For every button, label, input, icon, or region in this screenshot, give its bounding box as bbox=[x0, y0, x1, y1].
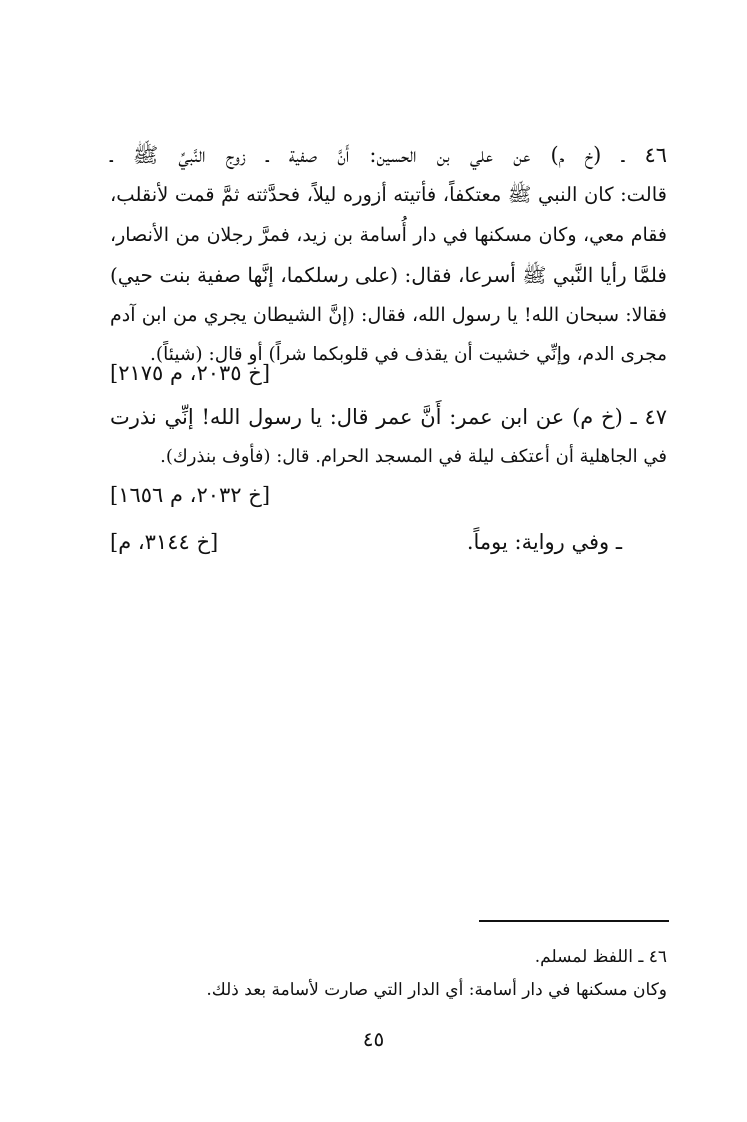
hadith-47-line-2: في الجاهلية أن أعتكف ليلة في المسجد الحرام. قال: (فأوف بنذرك). bbox=[160, 446, 667, 467]
hadith-46-line-6: مجرى الدم، وإنِّي خشيت أن يقذف في قلوبكما شراً) أو قال: (شيئاً). bbox=[150, 344, 667, 365]
hadith-46-line-1: ٤٦ ـ (خ م) عن علي بن الحسين: أَنَّ صفية ـ زوج النَّبيِّ ﷺ ـ bbox=[110, 143, 667, 167]
hadith-47-line-1: ٤٧ ـ (خ م) عن ابن عمر: أَنَّ عمر قال: يا رسول الله! إنِّي نذرت bbox=[110, 405, 667, 429]
footnote-divider bbox=[479, 920, 669, 922]
hadith-47-variant-reference: [خ ٣١٤٤، م] bbox=[110, 530, 219, 554]
hadith-46-line-2: قالت: كان النبي ﷺ معتكفاً، فأتيته أزوره ليلاً، فحدَّثته ثمَّ قمت لأنقلب، bbox=[110, 183, 667, 206]
hadith-46-line-5: فقالا: سبحان الله! يا رسول الله، فقال: (إنَّ الشيطان يجري من ابن آدم bbox=[110, 304, 667, 326]
page-number: ٤٥ bbox=[362, 1027, 385, 1051]
hadith-47-variant: ـ وفي رواية: يوماً. bbox=[466, 530, 622, 554]
hadith-46-line-4: فلمَّا رأيا النَّبي ﷺ أسرعا، فقال: (على رسلكما، إنَّها صفية بنت حيي) bbox=[110, 263, 667, 287]
hadith-46-line-3: فقام معي، وكان مسكنها في دار أُسامة بن زيد، فمرَّ رجلان من الأنصار، bbox=[110, 224, 667, 246]
hadith-47-reference: [خ ٢٠٣٢، م ١٦٥٦] bbox=[110, 483, 271, 507]
footnote-1: ٤٦ ـ اللفظ لمسلم. bbox=[534, 947, 667, 967]
footnote-2: وكان مسكنها في دار أسامة: أي الدار التي صارت لأسامة بعد ذلك. bbox=[206, 980, 667, 1000]
hadith-46-reference: [خ ٢٠٣٥، م ٢١٧٥] bbox=[110, 361, 271, 385]
